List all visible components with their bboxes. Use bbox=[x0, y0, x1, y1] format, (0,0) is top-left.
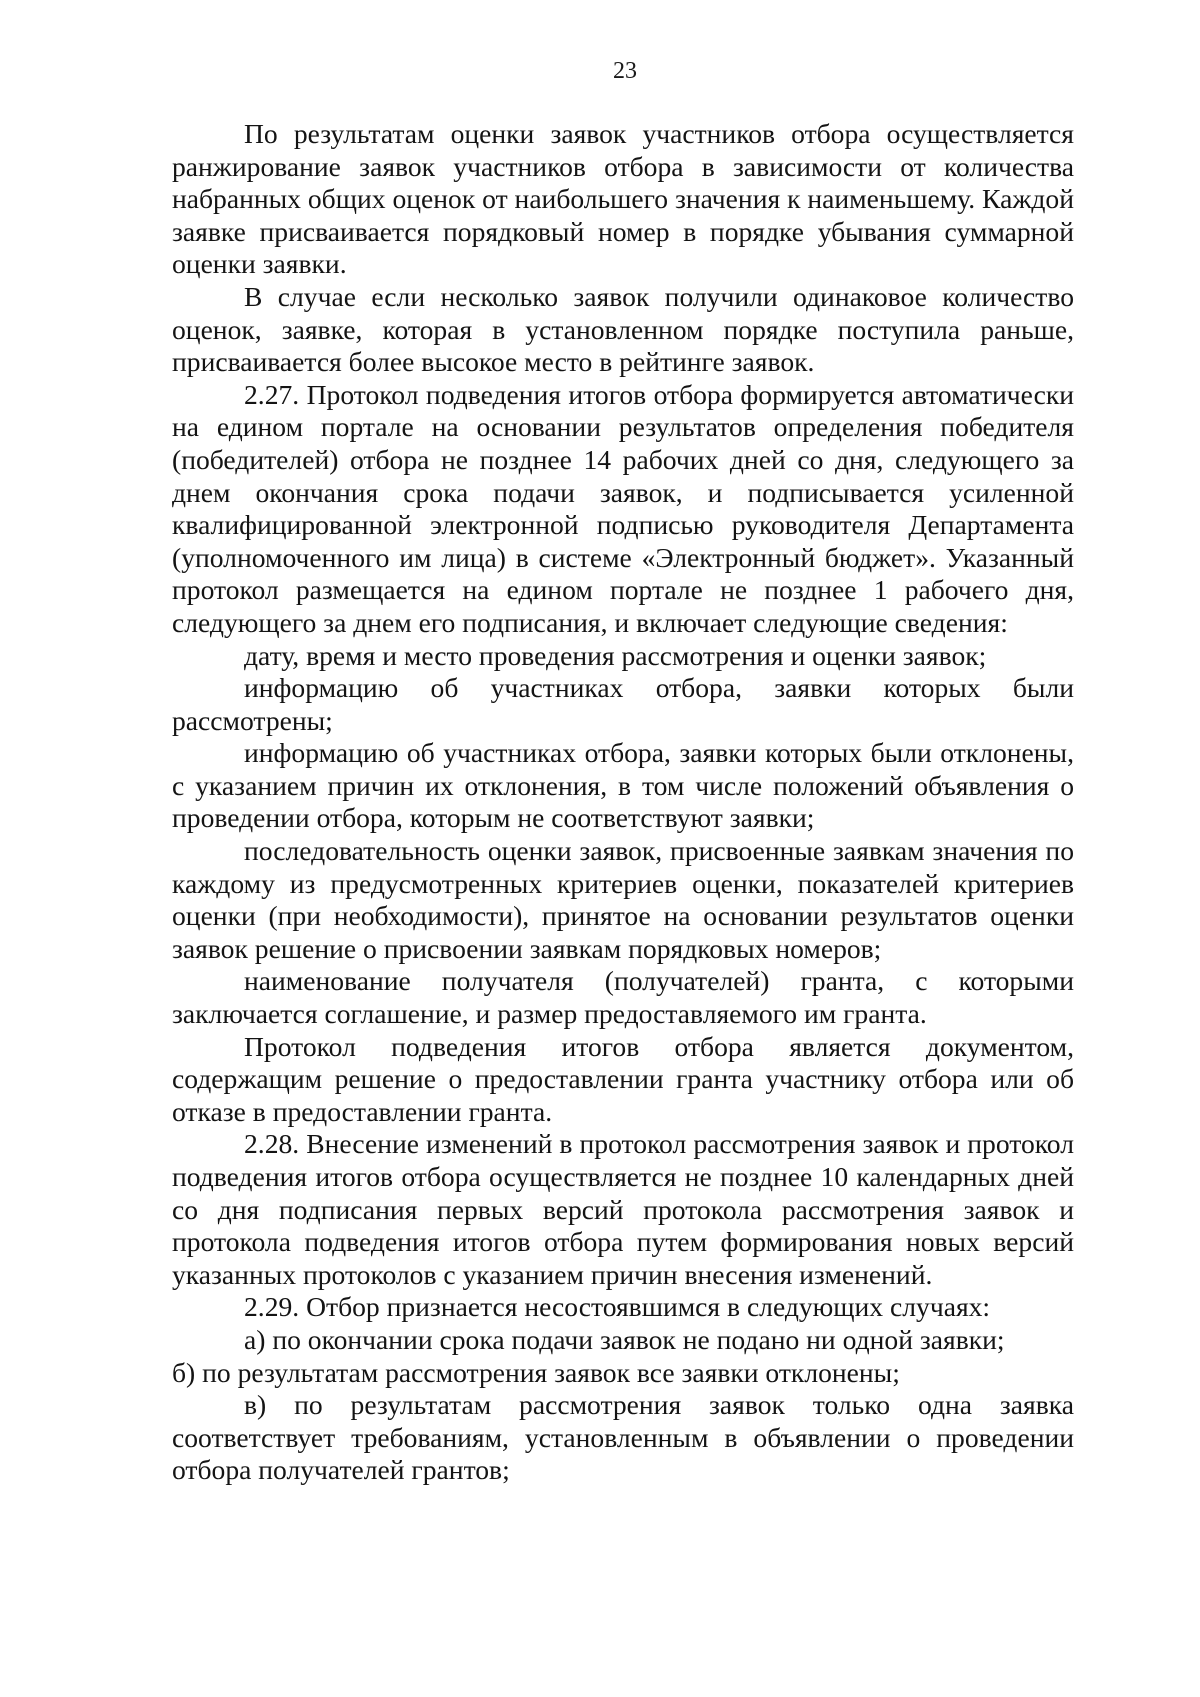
list-item-b: б) по результатам рассмотрения заявок все заявки отклонены; bbox=[172, 1356, 900, 1388]
list-item-v: в) по результатам рассмотрения заявок только одна заявка соответствует требованиям, установленным в объявлении о проведении отбора получателей грантов; bbox=[172, 1389, 1074, 1486]
list-item-rejected-participants: информацию об участниках отбора, заявки которых были отклонены, с указанием причин их отклонения, в том числе положений объявления о проведении отбора, которым не соответствуют заявки; bbox=[172, 737, 1074, 834]
list-item-a: а) по окончании срока подачи заявок не подано ни одной заявки; bbox=[244, 1323, 1005, 1355]
paragraph-2-29: 2.29. Отбор признается несостоявшимся в следующих случаях: bbox=[244, 1291, 991, 1323]
paragraph-2-28: 2.28. Внесение изменений в протокол рассмотрения заявок и протокол подведения итогов отбора осуществляется не позднее 10 календарных дней со дня подписания первых версий протокола рассмотрения заявок и протокола подведения итогов отбора путем формирования новых версий указанных протоколов с указанием причин внесения изменений. bbox=[172, 1128, 1074, 1290]
paragraph-ranking: По результатам оценки заявок участников отбора осуществляется ранжирование заявок участников отбора в зависимости от количества набранных общих оценок от наибольшего значения к наименьшему. Каждой заявке присваивается порядковый номер в порядке убывания суммарной оценки заявки. bbox=[172, 118, 1074, 280]
paragraph-2-27: 2.27. Протокол подведения итогов отбора формируется автоматически на едином портале на основании результатов определения победителя (победителей) отбора не позднее 14 рабочих дней со дня, следующего за днем окончания срока подачи заявок, и подписывается усиленной квалифицированной электронной подписью руководителя Департамента (уполномоченного им лица) в системе «Электронный бюджет». Указанный протокол размещается на едином портале не позднее 1 рабочего дня, следующего за днем его подписания, и включает следующие сведения: bbox=[172, 378, 1074, 638]
list-item-evaluation-sequence: последовательность оценки заявок, присвоенные заявкам значения по каждому из предусмотренных критериев оценки, показателей критериев оценки (при необходимости), принятое на основании результатов оценки заявок решение о присвоении заявкам порядковых номеров; bbox=[172, 835, 1074, 964]
page-number: 23 bbox=[613, 58, 637, 84]
document-body bbox=[172, 118, 1074, 1487]
list-item-grant-recipients: наименование получателя (получателей) гранта, с которыми заключается соглашение, и размер предоставляемого им гранта. bbox=[172, 965, 1074, 1030]
list-item-date-time-place: дату, время и место проведения рассмотрения и оценки заявок; bbox=[244, 639, 987, 671]
paragraph-protocol-decision: Протокол подведения итогов отбора является документом, содержащим решение о предоставлении гранта участнику отбора или об отказе в предоставлении гранта. bbox=[172, 1030, 1074, 1127]
paragraph-equal-scores: В случае если несколько заявок получили одинаковое количество оценок, заявке, которая в установленном порядке поступила раньше, присваивается более высокое место в рейтинге заявок. bbox=[172, 280, 1074, 378]
list-item-reviewed-participants: информацию об участниках отбора, заявки которых были рассмотрены; bbox=[172, 672, 1074, 736]
